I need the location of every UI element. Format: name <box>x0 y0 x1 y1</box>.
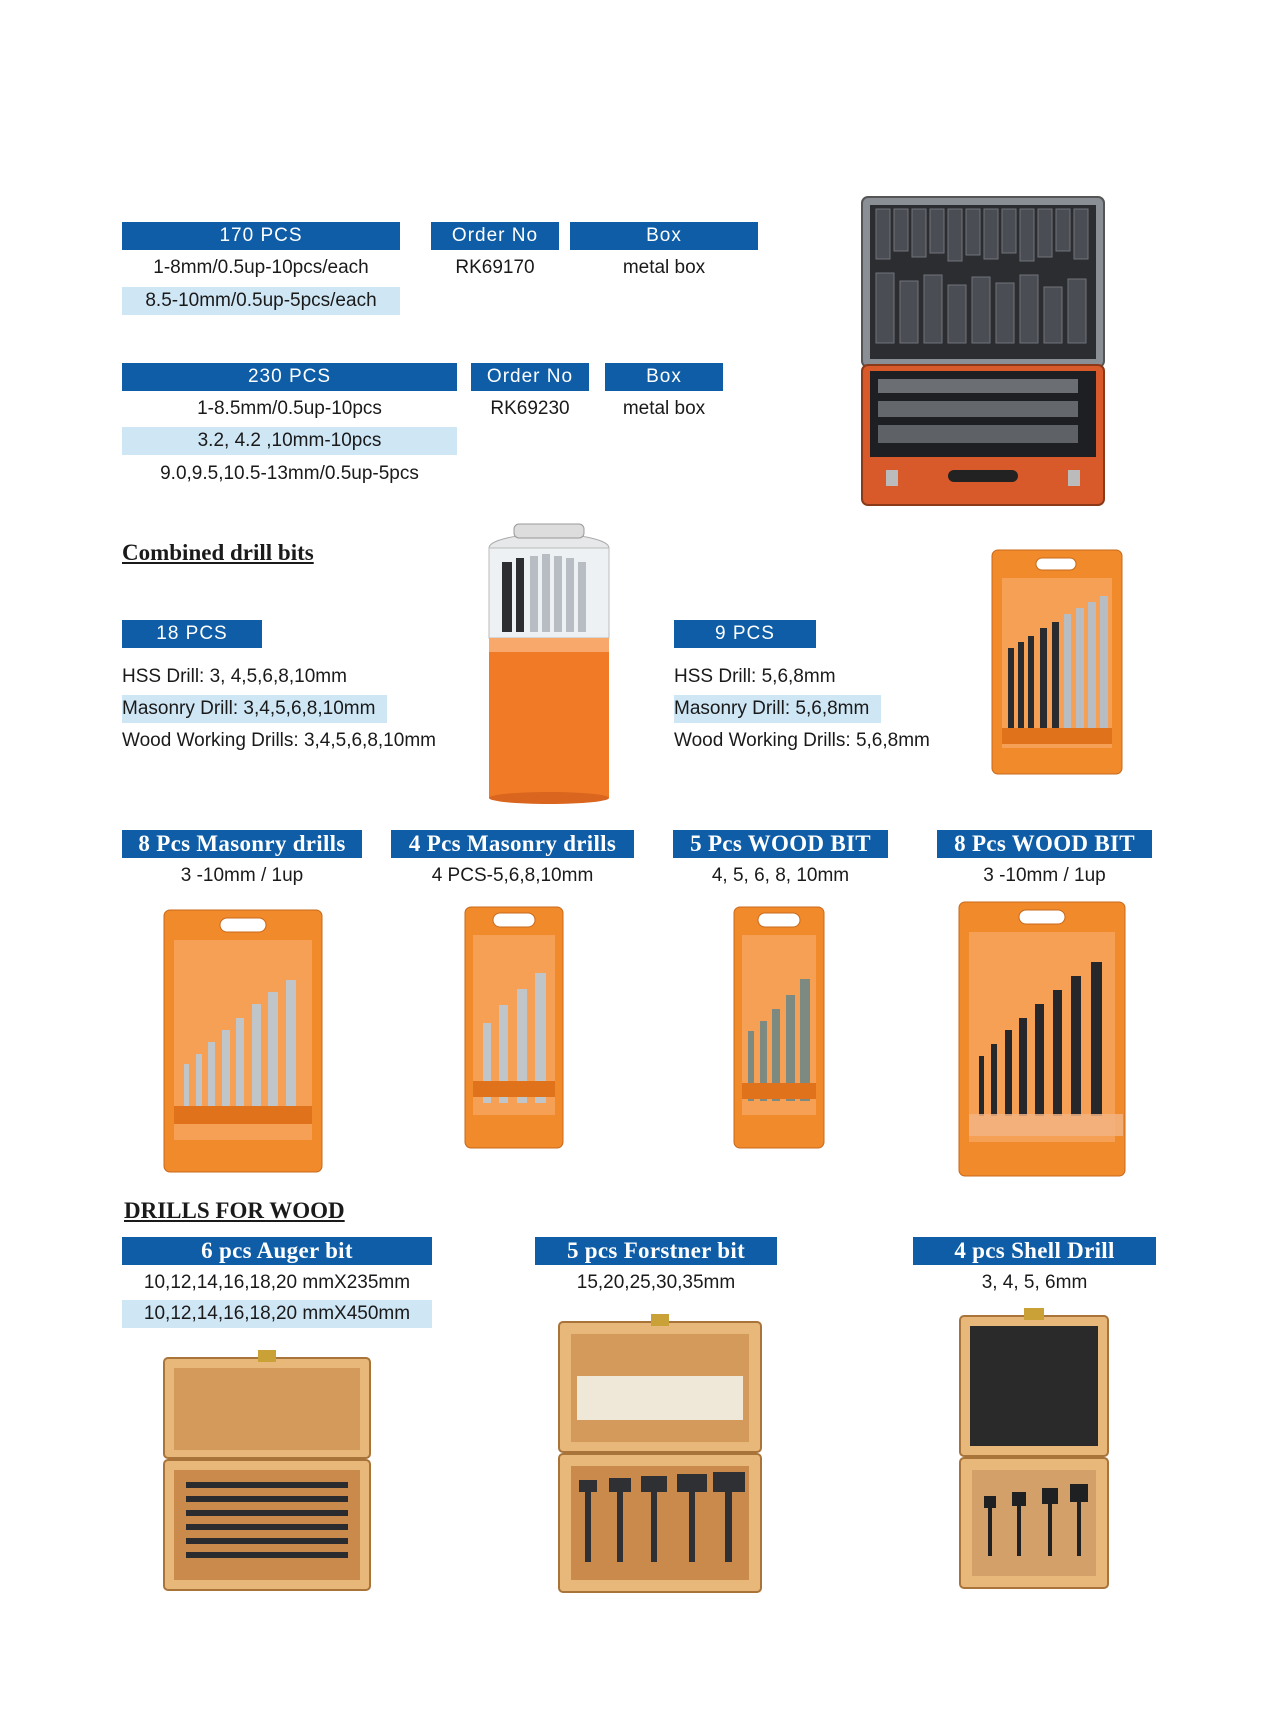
woodbit-5-sub: 4, 5, 6, 8, 10mm <box>711 865 850 886</box>
auger-line-1: 10,12,14,16,18,20 mmX235mm <box>143 1272 411 1293</box>
woodbit-8-header: 8 Pcs WOOD BIT <box>937 830 1152 858</box>
masonry-4-sub: 4 PCS-5,6,8,10mm <box>431 865 594 886</box>
auger-line-2: 10,12,14,16,18,20 mmX450mm <box>122 1300 432 1328</box>
auger-box-image <box>162 1348 372 1592</box>
metal-box-image <box>860 195 1106 507</box>
set230-line-3: 9.0,9.5,10.5-13mm/0.5up-5pcs <box>160 463 419 484</box>
set18-line-2: Masonry Drill: 3,4,5,6,8,10mm <box>122 695 387 723</box>
set230-line-1: 1-8.5mm/0.5up-10pcs <box>197 398 382 419</box>
tube-case-image <box>484 518 614 806</box>
set18-header: 18 PCS <box>122 620 262 648</box>
masonry-4-header: 4 Pcs Masonry drills <box>391 830 634 858</box>
set170-header: 170 PCS <box>122 222 400 250</box>
set170-order-label: Order No <box>431 222 559 250</box>
woodbit-5-header: 5 Pcs WOOD BIT <box>673 830 888 858</box>
set18-line-1: HSS Drill: 3, 4,5,6,8,10mm <box>122 666 347 687</box>
masonry-8-header: 8 Pcs Masonry drills <box>122 830 362 858</box>
set9-line-2: Masonry Drill: 5,6,8mm <box>674 695 881 723</box>
set9-header: 9 PCS <box>674 620 816 648</box>
woodbit-8-sub: 3 -10mm / 1up <box>983 865 1106 886</box>
nine-pcs-case-image <box>990 548 1124 776</box>
masonry-4-case-image <box>463 905 565 1150</box>
set170-box: metal box <box>622 257 706 278</box>
set170-order-no: RK69170 <box>455 257 535 278</box>
set230-order-label: Order No <box>471 363 589 391</box>
woodbit-5-case-image <box>732 905 826 1150</box>
set170-line-1: 1-8mm/0.5up-10pcs/each <box>153 257 369 278</box>
shell-line-1: 3, 4, 5, 6mm <box>981 1272 1088 1293</box>
set9-line-1: HSS Drill: 5,6,8mm <box>674 666 836 687</box>
set230-box: metal box <box>622 398 706 419</box>
set230-line-2: 3.2, 4.2 ,10mm-10pcs <box>122 427 457 455</box>
set230-order-no: RK69230 <box>490 398 570 419</box>
forstner-line-1: 15,20,25,30,35mm <box>576 1272 736 1293</box>
set230-header: 230 PCS <box>122 363 457 391</box>
auger-header: 6 pcs Auger bit <box>122 1237 432 1265</box>
masonry-8-case-image <box>162 908 324 1174</box>
shell-header: 4 pcs Shell Drill <box>913 1237 1156 1265</box>
forstner-box-image <box>557 1312 763 1594</box>
wood-title: DRILLS FOR WOOD <box>124 1198 345 1223</box>
set18-line-3: Wood Working Drills: 3,4,5,6,8,10mm <box>122 730 436 751</box>
shell-box-image <box>958 1306 1110 1590</box>
set9-line-3: Wood Working Drills: 5,6,8mm <box>674 730 930 751</box>
masonry-8-sub: 3 -10mm / 1up <box>180 865 304 886</box>
forstner-header: 5 pcs Forstner bit <box>535 1237 777 1265</box>
set170-line-2: 8.5-10mm/0.5up-5pcs/each <box>122 287 400 315</box>
set230-box-label: Box <box>605 363 723 391</box>
combined-title: Combined drill bits <box>122 540 314 565</box>
set170-box-label: Box <box>570 222 758 250</box>
woodbit-8-case-image <box>957 900 1127 1178</box>
